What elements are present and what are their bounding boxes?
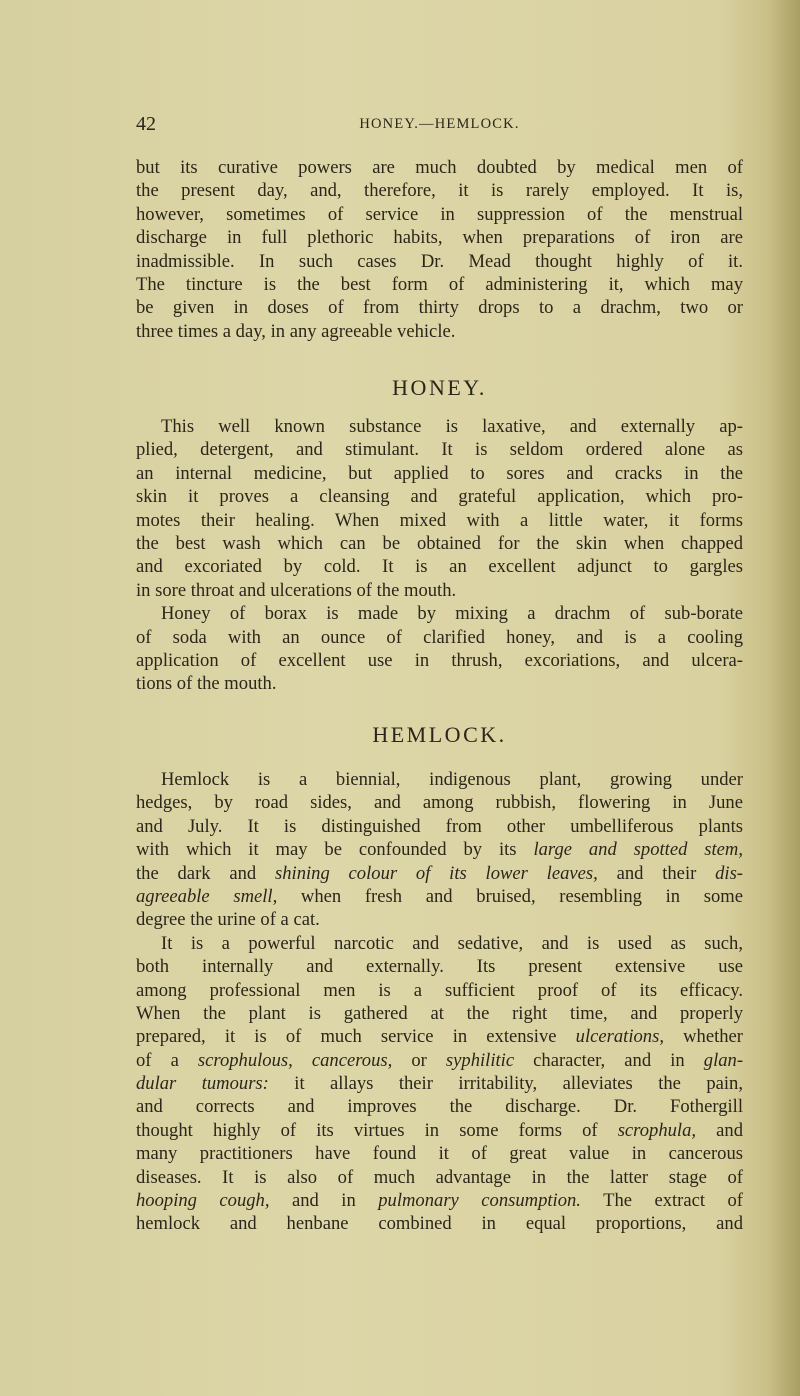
text-line [136,602,743,625]
text: hedges, by road sides, and among rubbish, flowering in June [136,792,743,814]
text: and corrects and improves the discharge. Dr. Fothergill [136,1096,743,1118]
italic-text: agreeable smell, [136,885,278,907]
text: and excoriated by cold. It is an excellent adjunct to gargles [136,556,743,578]
text-line [136,885,743,908]
section-heading-honey: HONEY. [392,375,487,400]
text-line [136,626,743,649]
page-number: 42 [136,113,156,135]
text: the dark and [136,862,275,884]
text-line [136,250,743,273]
italic-text: dis- [715,862,743,884]
text: among professional men is a sufficient proof of its efficacy. [136,979,743,1001]
text-line [136,908,743,931]
text: The extract of [580,1190,743,1212]
text: and in [269,1190,379,1212]
text: application of excellent use in thrush, excoriations, and ulcera- [136,649,743,671]
text-line [136,979,743,1002]
text: degree the urine of a cat. [136,909,320,931]
text-line [136,1072,743,1095]
text-line [136,1095,743,1118]
continued-paragraph [136,156,743,343]
text-line [136,649,743,672]
text: however, sometimes of service in suppression of the menstrual [136,203,743,225]
text: and [696,1119,743,1141]
text: It is a powerful narcotic and sedative, and is used as such, [161,932,743,954]
paragraph [136,768,743,932]
italic-text: pulmonary consumption. [378,1190,581,1212]
text-line [136,955,743,978]
text: an internal medicine, but applied to sores and cracks in the [136,462,743,484]
text: when fresh and bruised, resembling in some [277,885,743,907]
italic-text: shining colour of its lower leaves, [275,862,598,884]
text: inadmissible. In such cases Dr. Mead thought highly of it. [136,250,743,272]
text-line [136,1212,743,1235]
paragraph [136,602,743,696]
text: but its curative powers are much doubted by medical men of [136,157,743,178]
text-line [136,438,743,461]
italic-text: scrophula, [617,1119,697,1141]
italic-text: hooping cough, [136,1190,270,1212]
text-line [136,415,743,438]
text-line [136,815,743,838]
text-line [136,1002,743,1025]
text: tions of the mouth. [136,673,277,695]
text-line [136,1049,743,1072]
text-line [136,1142,743,1165]
text-line [136,156,743,179]
text: many practitioners have found it of great value in cancerous [136,1143,743,1165]
italic-text: large and spotted stem, [533,839,743,861]
text: the present day, and, therefore, it is rarely employed. It is, [136,180,743,202]
text: in sore throat and ulcerations of the mouth. [136,579,457,601]
text-line [136,296,743,319]
text: This well known substance is laxative, and externally ap- [161,416,743,437]
text: be given in doses of from thirty drops to a drachm, two or [136,297,743,319]
italic-text: dular tumours: [136,1073,269,1095]
text: of a [136,1049,198,1071]
text: three times a day, in any agreeable vehicle. [136,320,456,342]
text: of soda with an ounce of clarified honey, and is a cooling [136,626,743,648]
text: hemlock and henbane combined in equal proportions, and [136,1213,743,1235]
text-line [136,555,743,578]
text-line [136,932,743,955]
text: with which it may be confounded by its [136,839,534,861]
text: both internally and externally. Its present extensive use [136,956,743,978]
text-line [136,320,743,343]
text-line [136,226,743,249]
text: the best wash which can be obtained for the skin when chapped [136,532,743,554]
italic-text: glan- [703,1049,744,1071]
text-line [136,509,743,532]
text-line [136,203,743,226]
text-line [136,862,743,885]
paragraph [136,415,743,602]
text-line [136,768,743,791]
italic-text: syphilitic [445,1049,515,1071]
text-line [136,532,743,555]
paragraph [136,156,743,343]
text-line [136,579,743,602]
section-heading-hemlock: HEMLOCK. [372,722,507,747]
text-line [136,462,743,485]
text: or [392,1049,446,1071]
text: Honey of borax is made by mixing a drachm of sub-borate [161,603,743,625]
text: Hemlock is a biennial, indigenous plant, growing under [161,769,743,790]
hemlock-section-body [136,768,743,1236]
text: it allays their irritability, alleviates the pain, [268,1073,744,1095]
text-line [136,672,743,695]
italic-text: ulcerations, [575,1026,664,1048]
italic-text: scrophulous, cancerous, [197,1049,393,1071]
text: character, and in [514,1049,704,1071]
text-line [136,273,743,296]
text-line [136,1166,743,1189]
running-head [136,112,743,136]
text: When the plant is gathered at the right time, and properly [136,1002,743,1024]
text: and July. It is distinguished from other umbelliferous plants [136,815,743,837]
text-line [136,485,743,508]
text-line [136,791,743,814]
text: thought highly of its virtues in some forms of [136,1119,618,1141]
text: skin it proves a cleansing and grateful application, which pro- [136,486,743,508]
text: discharge in full plethoric habits, when preparations of iron are [136,227,743,249]
text: The tincture is the best form of administering it, which may [136,273,743,295]
paragraph [136,932,743,1236]
text: and their [597,862,716,884]
text-line [136,1025,743,1048]
text-line [136,838,743,861]
text: whether [663,1026,743,1048]
text: plied, detergent, and stimulant. It is seldom ordered alone as [136,439,743,461]
text-line [136,1119,743,1142]
honey-section-body [136,415,743,696]
text-line [136,179,743,202]
text-line [136,1189,743,1212]
running-title: HONEY.—HEMLOCK. [359,116,520,132]
text: diseases. It is also of much advantage in the latter stage of [136,1166,743,1188]
text: prepared, it is of much service in extensive [136,1026,576,1048]
text: motes their healing. When mixed with a little water, it forms [136,509,743,531]
